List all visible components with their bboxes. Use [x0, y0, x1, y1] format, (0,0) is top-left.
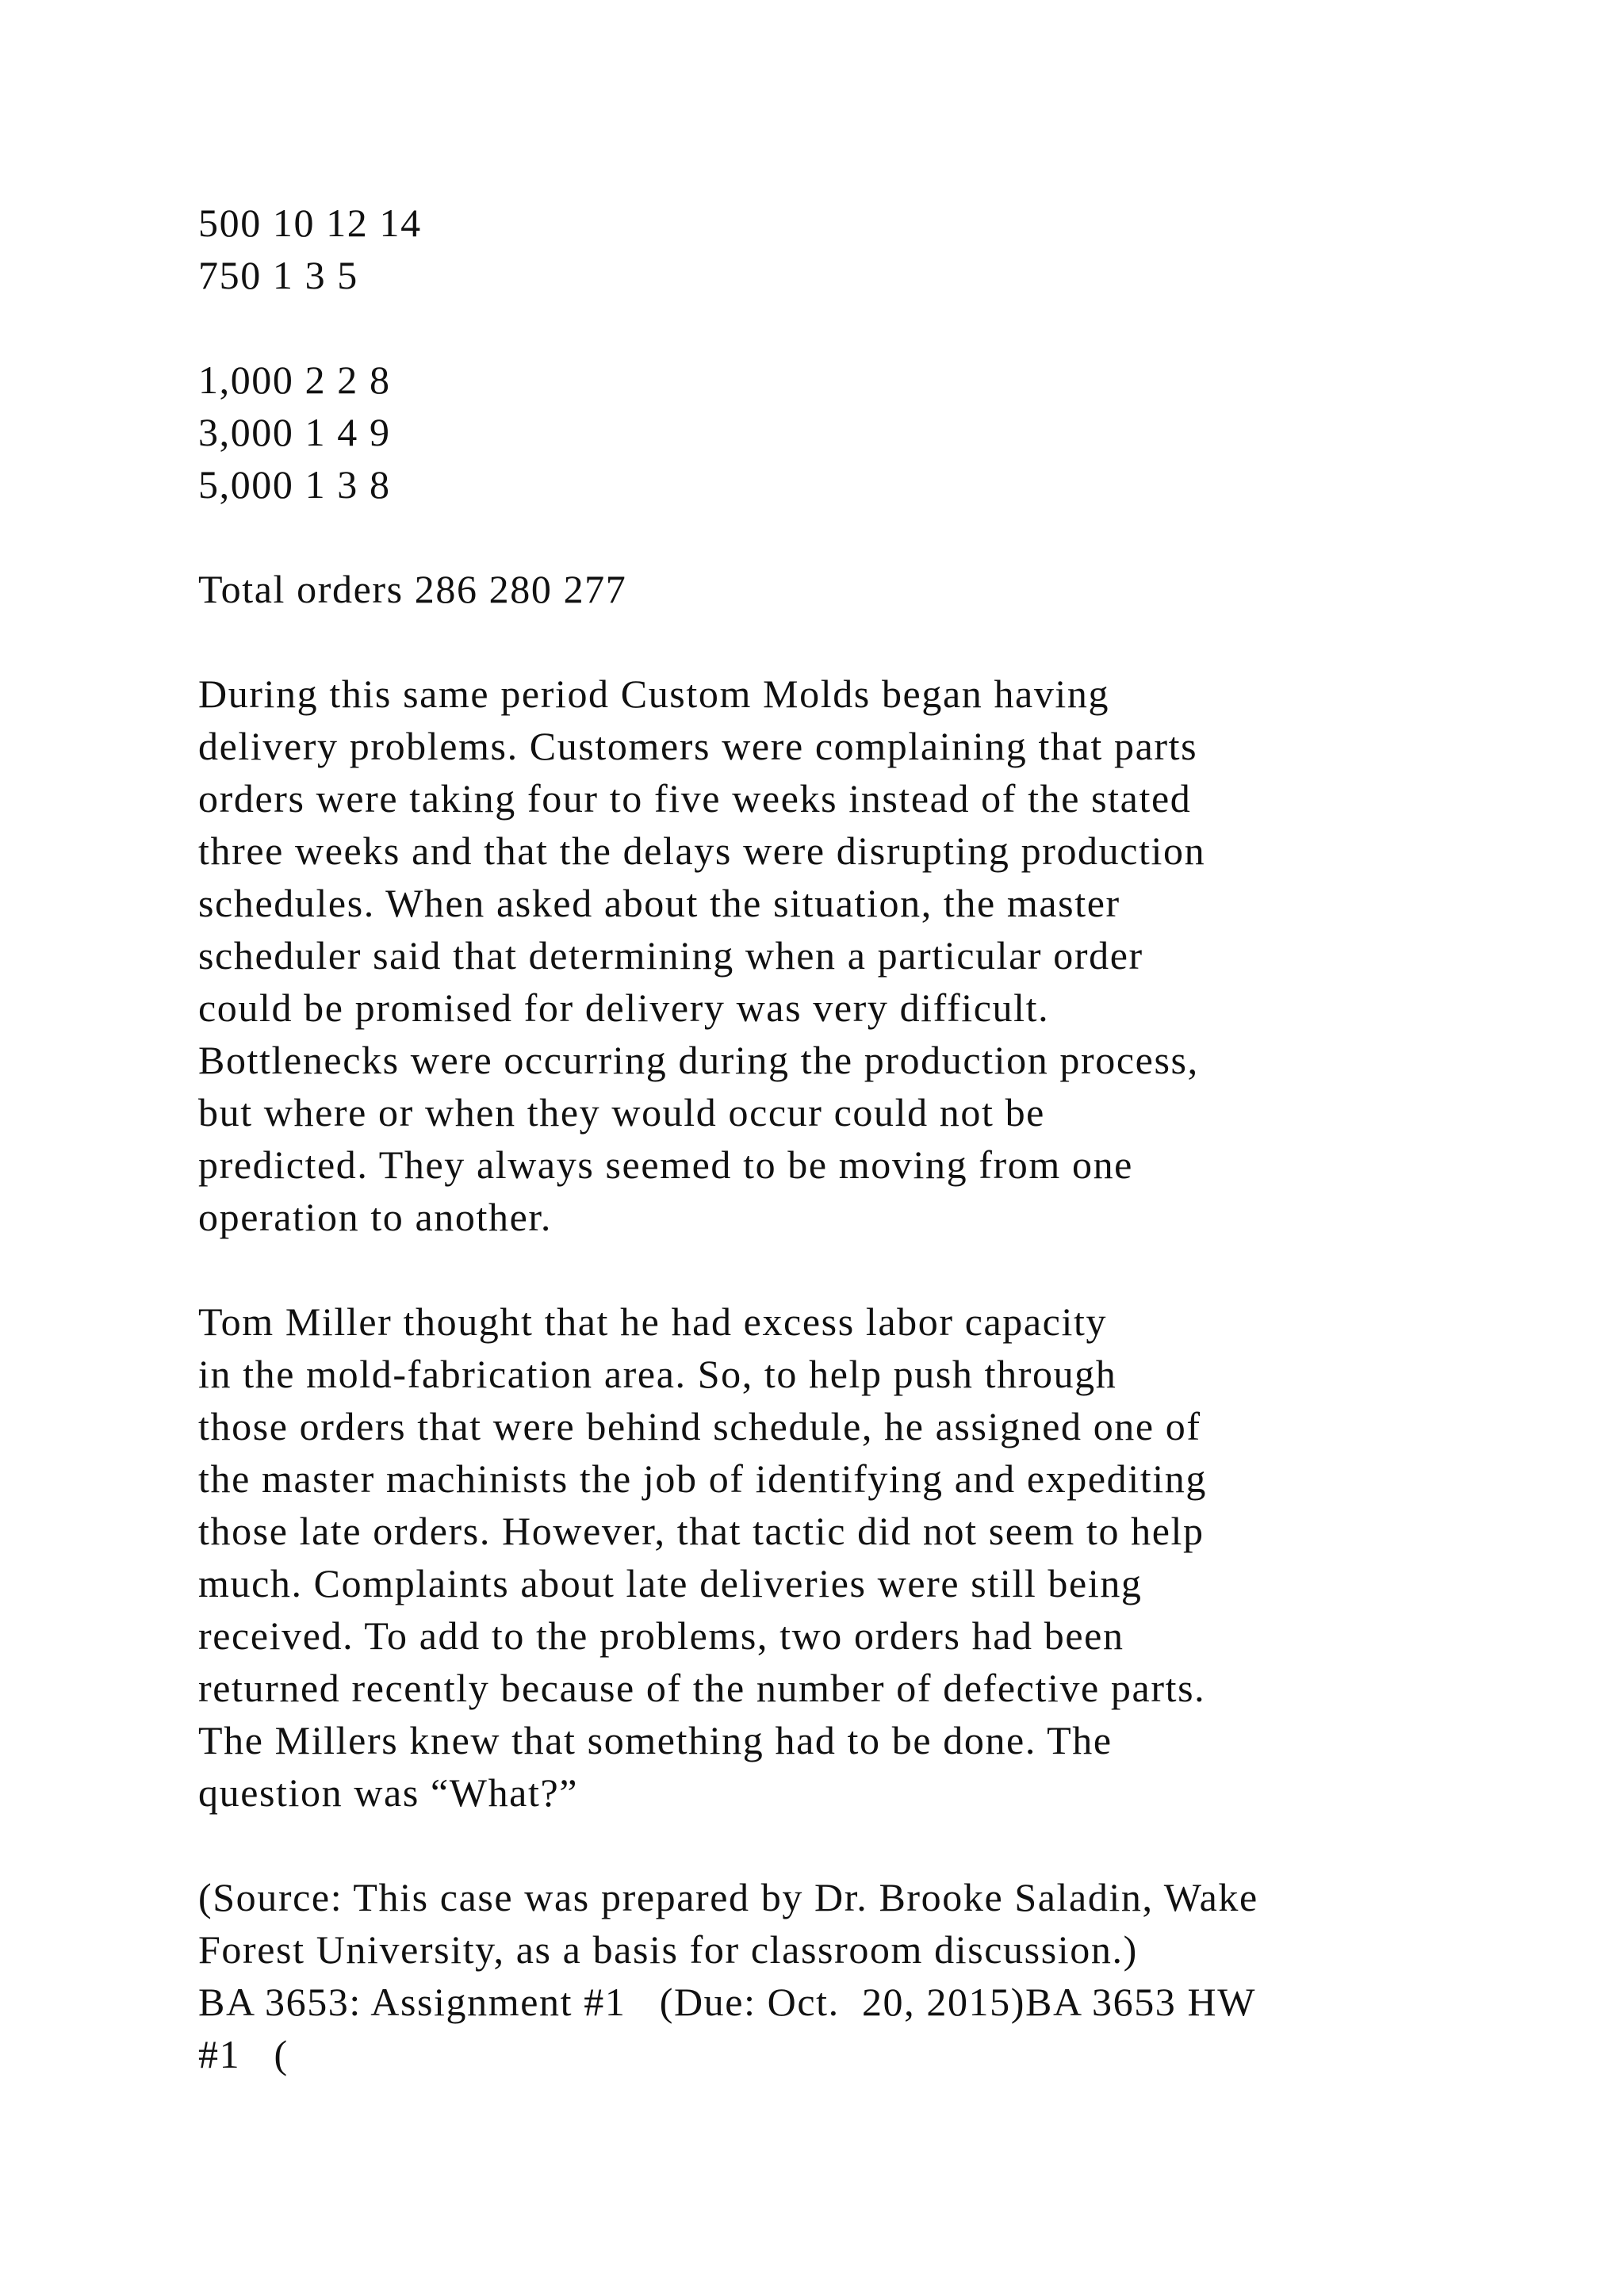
blank-line — [198, 511, 1546, 563]
paragraph-line: scheduler said that determining when a particular order — [198, 933, 1143, 978]
paragraph-line: question was “What?” — [198, 1770, 579, 1815]
paragraph-line: those orders that were behind schedule, he assigned one of — [198, 1404, 1201, 1448]
paragraph-line: could be promised for delivery was very difficult. — [198, 985, 1050, 1030]
source-note — [198, 1871, 1546, 1976]
total-orders-row: Total orders 286 280 277 — [198, 567, 627, 611]
blank-line — [198, 1243, 1546, 1295]
blank-line — [198, 1819, 1546, 1871]
paragraph-line: predicted. They always seemed to be moving from one — [198, 1142, 1133, 1187]
paragraph-line: delivery problems. Customers were complaining that parts — [198, 724, 1198, 768]
paragraph-delivery-problems — [198, 668, 1546, 1243]
paragraph-line: Tom Miller thought that he had excess labor capacity — [198, 1299, 1108, 1344]
source-line: Forest University, as a basis for classroom discussion.) — [198, 1927, 1138, 1972]
paragraph-line: but where or when they would occur could not be — [198, 1090, 1045, 1135]
paragraph-line: operation to another. — [198, 1195, 552, 1239]
paragraph-line: received. To add to the problems, two orders had been — [198, 1613, 1124, 1658]
paragraph-line: returned recently because of the number of defective parts. — [198, 1666, 1206, 1710]
paragraph-line: the master machinists the job of identifying and expediting — [198, 1456, 1207, 1501]
paragraph-line: Bottlenecks were occurring during the production process, — [198, 1038, 1199, 1082]
table-row: 3,000 1 4 9 — [198, 410, 391, 454]
document-text — [198, 197, 1546, 2080]
assignment-heading — [198, 1976, 1546, 2080]
paragraph-line: schedules. When asked about the situation, the master — [198, 881, 1120, 925]
paragraph-tom-miller — [198, 1295, 1546, 1819]
blank-line — [198, 301, 1546, 354]
table-row: 500 10 12 14 — [198, 201, 422, 245]
paragraph-line: those late orders. However, that tactic did not seem to help — [198, 1509, 1205, 1553]
table-row: 1,000 2 2 8 — [198, 358, 391, 402]
paragraph-line: three weeks and that the delays were disrupting production — [198, 828, 1206, 873]
source-line: (Source: This case was prepared by Dr. Brooke Saladin, Wake — [198, 1875, 1258, 1919]
paragraph-line: During this same period Custom Molds began having — [198, 672, 1110, 716]
order-table — [198, 197, 1546, 511]
table-row: 5,000 1 3 8 — [198, 462, 391, 507]
paragraph-line: The Millers knew that something had to be done. The — [198, 1718, 1113, 1762]
assignment-line: BA 3653: Assignment #1 (Due: Oct. 20, 2015)BA 3653 HW — [198, 1980, 1257, 2024]
table-row: 750 1 3 5 — [198, 253, 358, 297]
paragraph-line: much. Complaints about late deliveries were still being — [198, 1561, 1143, 1605]
paragraph-line: in the mold-fabrication area. So, to help push through — [198, 1352, 1117, 1396]
assignment-line: #1 ( — [198, 2032, 289, 2076]
blank-line — [198, 615, 1546, 668]
paragraph-line: orders were taking four to five weeks instead of the stated — [198, 776, 1192, 821]
